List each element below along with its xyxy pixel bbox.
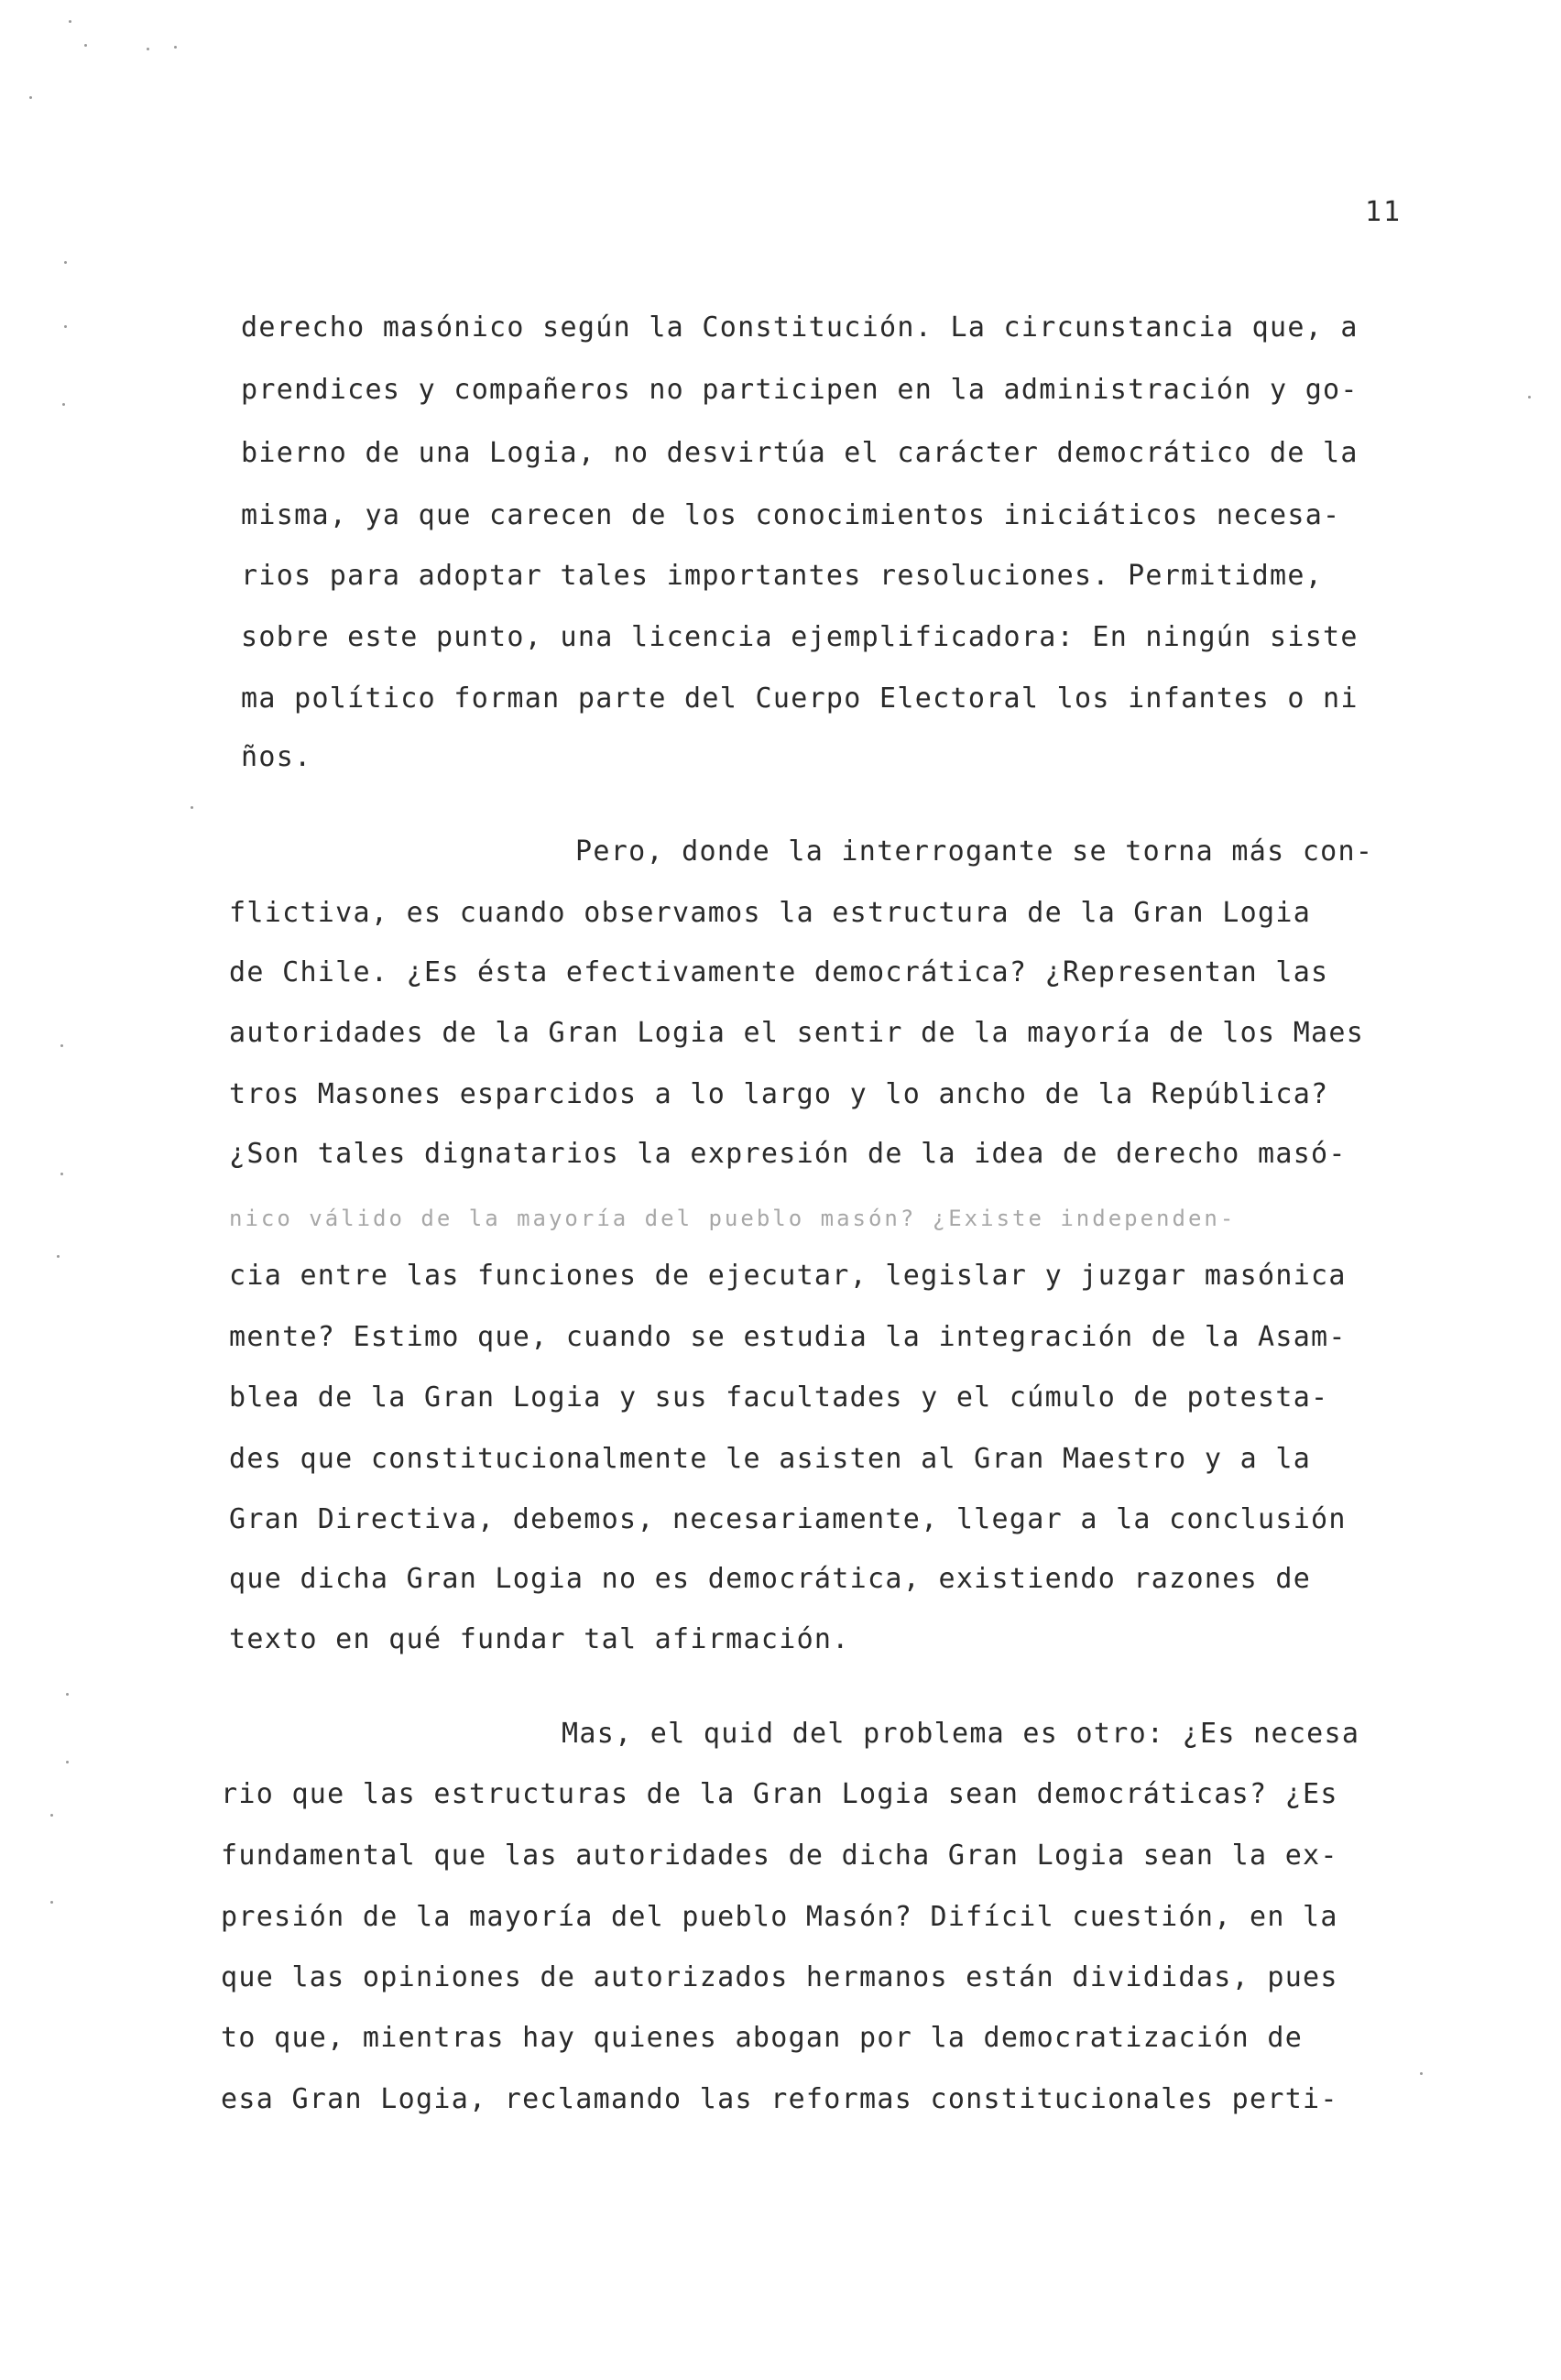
text-line: to que, mientras hay quienes abogan por la democratización de — [221, 2022, 1304, 2054]
text-line: fundamental que las autoridades de dicha Gran Logia sean la ex- — [221, 1840, 1338, 1872]
text-line: bierno de una Logia, no desvirtúa el carácter democrático de la — [241, 437, 1359, 469]
text-line: ños. — [241, 741, 312, 773]
scan-speck — [60, 1044, 63, 1047]
scan-speck — [60, 1173, 63, 1175]
text-line: rio que las estructuras de la Gran Logia sean democráticas? ¿Es — [221, 1778, 1338, 1810]
text-line: Mas, el quid del problema es otro: ¿Es necesa — [562, 1718, 1360, 1750]
text-line: derecho masónico según la Constitución. La circunstancia que, a — [241, 311, 1359, 344]
text-line: ¿Son tales dignatarios la expresión de la idea de derecho masó- — [229, 1138, 1347, 1170]
text-line: que dicha Gran Logia no es democrática, existiendo razones de — [229, 1563, 1312, 1595]
text-line: des que constitucionalmente le asisten al Gran Maestro y a la — [229, 1443, 1312, 1475]
scan-speck — [174, 46, 177, 49]
text-line: flictiva, es cuando observamos la estructura de la Gran Logia — [229, 897, 1312, 929]
text-line: esa Gran Logia, reclamando las reformas constitucionales perti- — [221, 2083, 1338, 2115]
scan-speck — [147, 48, 149, 50]
text-line-faded: nico válido de la mayoría del pueblo masón? ¿Existe independen- — [229, 1206, 1237, 1231]
scan-speck — [1420, 2072, 1423, 2075]
text-line: sobre este punto, una licencia ejemplificadora: En ningún siste — [241, 621, 1359, 653]
text-line: blea de la Gran Logia y sus facultades y el cúmulo de potesta- — [229, 1381, 1329, 1414]
scan-speck — [50, 1814, 53, 1817]
scan-speck — [1528, 396, 1531, 398]
scan-speck — [69, 20, 71, 23]
text-line: rios para adoptar tales importantes resoluciones. Permitidme, — [241, 560, 1324, 592]
text-line: misma, ya que carecen de los conocimientos iniciáticos necesa- — [241, 499, 1341, 531]
text-line: mente? Estimo que, cuando se estudia la integración de la Asam- — [229, 1321, 1347, 1353]
text-line: texto en qué fundar tal afirmación. — [229, 1623, 850, 1655]
scan-speck — [64, 325, 67, 328]
text-line: Pero, donde la interrogante se torna más con- — [575, 835, 1374, 868]
text-line: ma político forman parte del Cuerpo Electoral los infantes o ni — [241, 682, 1359, 715]
scan-speck — [66, 1693, 69, 1696]
scan-speck — [62, 403, 65, 406]
scan-speck — [50, 1901, 53, 1904]
scan-speck — [57, 1255, 60, 1258]
scan-speck — [84, 44, 87, 47]
text-line: que las opiniones de autorizados hermanos están divididas, pues — [221, 1961, 1338, 1993]
scan-speck — [64, 261, 67, 264]
page-number: 11 — [1365, 196, 1403, 228]
text-line: prendices y compañeros no participen en la administración y go- — [241, 374, 1359, 406]
text-line: de Chile. ¿Es ésta efectivamente democrática? ¿Representan las — [229, 956, 1329, 988]
text-line: cia entre las funciones de ejecutar, legislar y juzgar masónica — [229, 1260, 1347, 1292]
text-line: Gran Directiva, debemos, necesariamente, llegar a la conclusión — [229, 1503, 1347, 1535]
text-line: presión de la mayoría del pueblo Masón? Difícil cuestión, en la — [221, 1901, 1338, 1933]
text-line: tros Masones esparcidos a lo largo y lo ancho de la República? — [229, 1078, 1329, 1110]
scan-speck — [191, 806, 193, 809]
scan-speck — [66, 1761, 69, 1763]
scan-speck — [29, 96, 32, 99]
text-line: autoridades de la Gran Logia el sentir de la mayoría de los Maes — [229, 1017, 1365, 1049]
